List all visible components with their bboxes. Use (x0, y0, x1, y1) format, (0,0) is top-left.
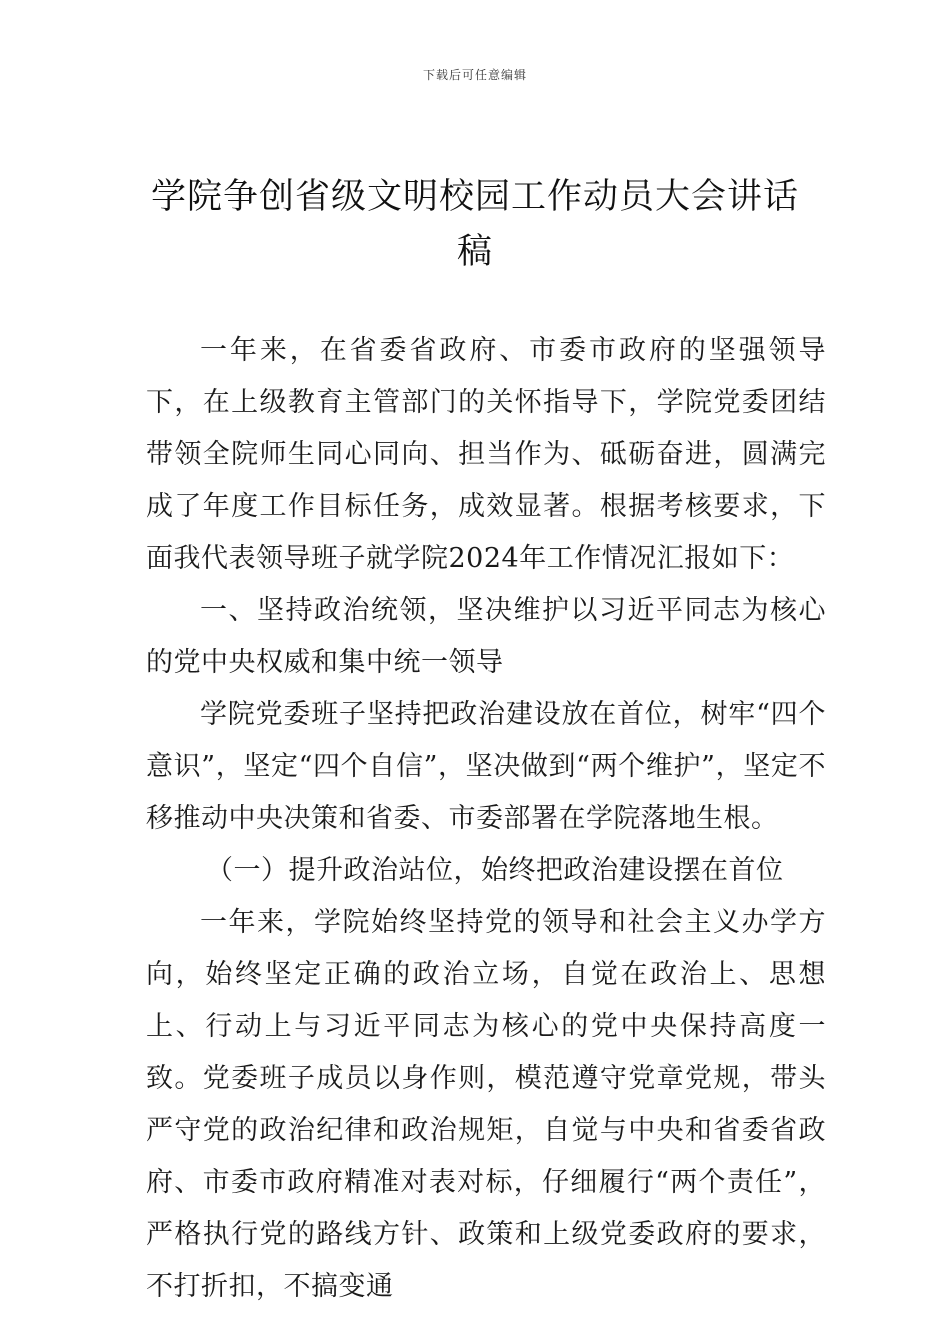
section-heading-1: 一、坚持政治统领，坚决维护以习近平同志为核心的党中央权威和集中统一领导 (146, 595, 826, 678)
document-title (120, 170, 830, 280)
subsection-heading-1: （一）提升政治站位，始终把政治建设摆在首位 (206, 855, 784, 886)
paragraph-subsection-1: 一年来，学院始终坚持党的领导和社会主义办学方向，始终坚定正确的政治立场，自觉在政治上、思想上、行动上与习近平同志为核心的党中央保持高度一致。党委班子成员以身作则，模范遵守党章党规，带头严守党的政治纪律和政治规矩，自觉与中央和省委省政府、市委市政府精准对表对标，仔细履行“两个责任”，严格执行党的路线方针、政策和上级党委政府的要求，不打折扣，不搞变通 (146, 907, 826, 1302)
paragraph-intro: 一年来，在省委省政府、市委市政府的坚强领导下，在上级教育主管部门的关怀指导下，学院党委团结带领全院师生同心同向、担当作为、砥砺奋进，圆满完成了年度工作目标任务，成效显著。根据考核要求，下面我代表领导班子就学院2024年工作情况汇报如下： (146, 335, 826, 574)
paragraph-section-1: 学院党委班子坚持把政治建设放在首位，树牢“四个意识”，坚定“四个自信”，坚决做到“两个维护”，坚定不移推动中央决策和省委、市委部署在学院落地生根。 (146, 699, 826, 834)
title-line-1: 学院争创省级文明校园工作动员大会讲话 (150, 177, 799, 217)
document-body (146, 325, 826, 1313)
header-note: 下载后可任意编辑 (422, 68, 527, 82)
title-line-2: 稿 (456, 232, 493, 272)
